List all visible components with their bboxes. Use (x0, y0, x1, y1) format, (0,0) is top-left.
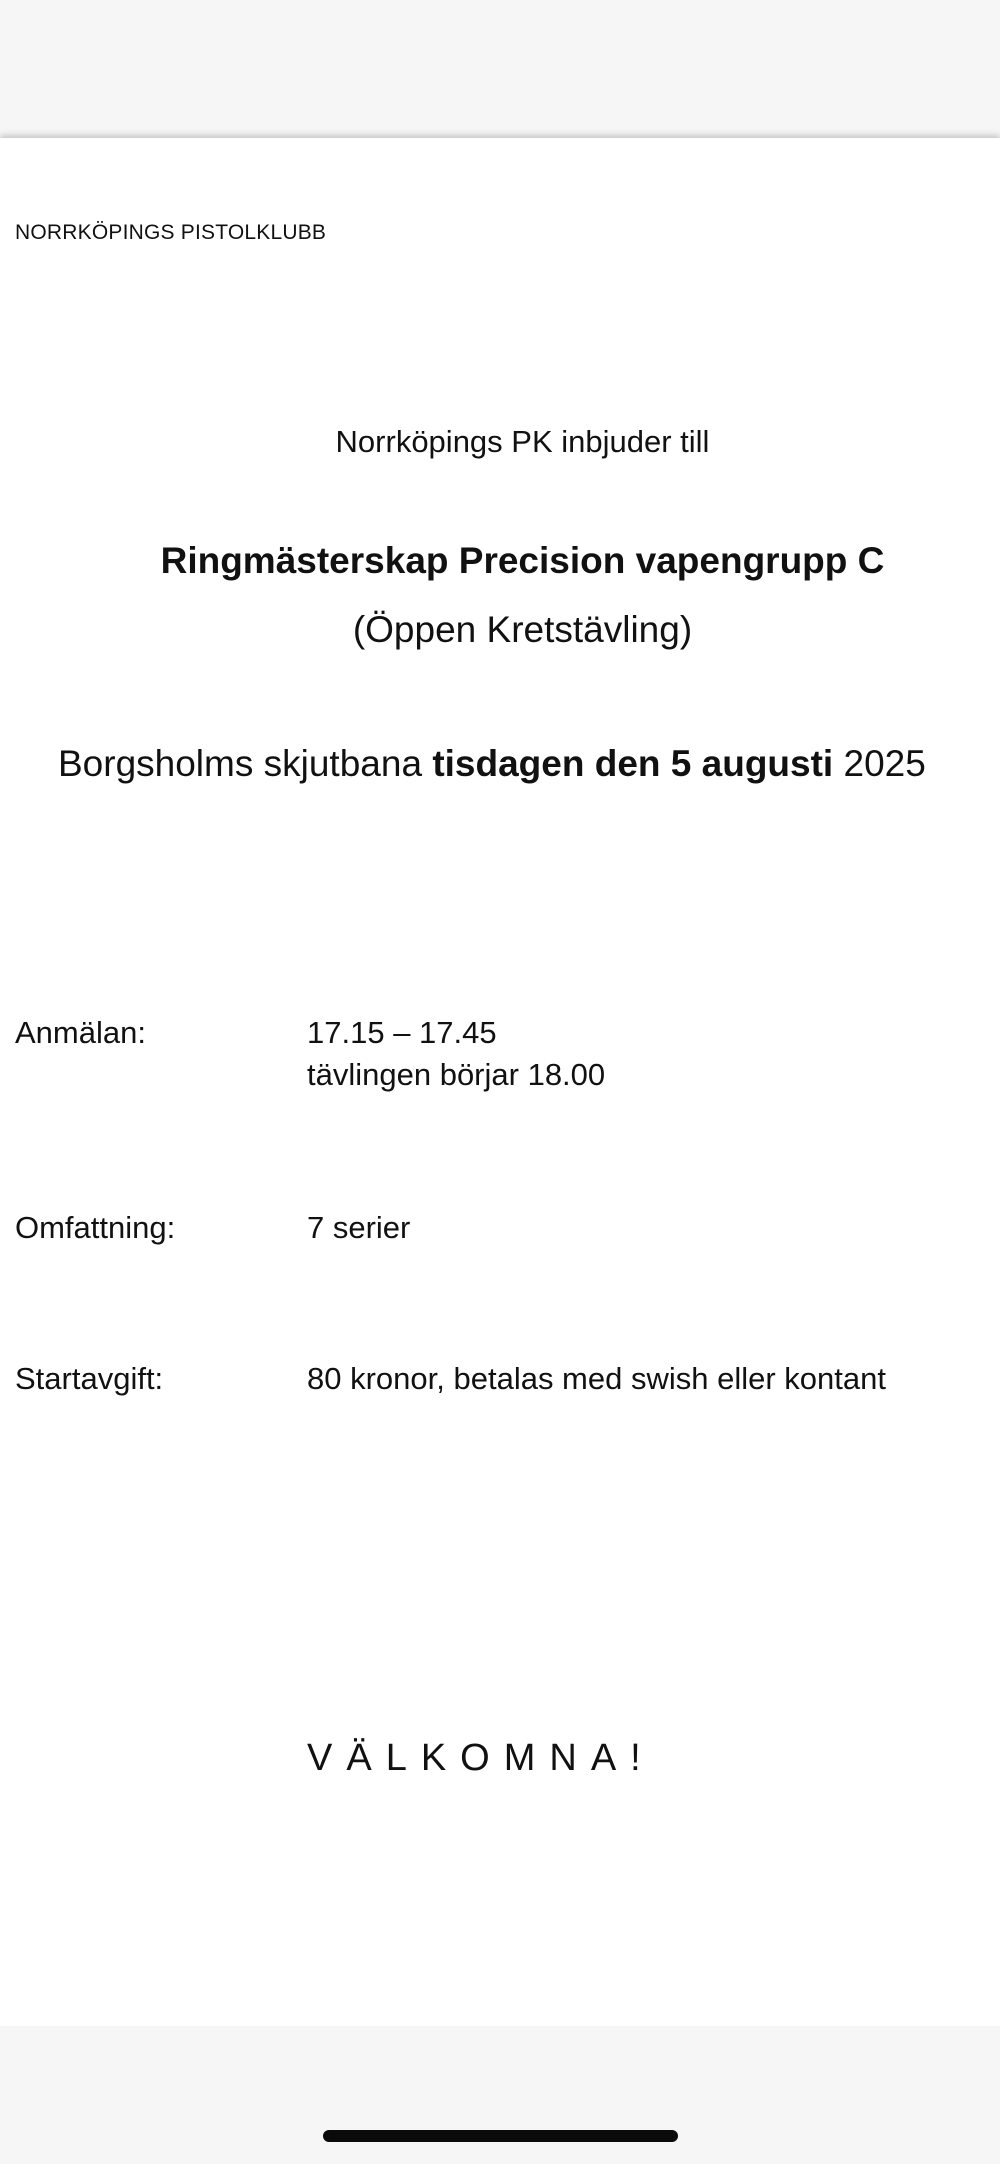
entry-fee-value: 80 kronor, betalas med swish eller kontant (307, 1361, 886, 1396)
registration-time: 17.15 – 17.45 (307, 1015, 497, 1050)
viewer-bottom-bar (0, 2026, 1000, 2164)
competition-start: tävlingen börjar 18.00 (307, 1057, 606, 1092)
welcome-text: VÄLKOMNA! (307, 1737, 655, 1779)
home-indicator[interactable] (323, 2130, 678, 2142)
registration-label: Anmälan: (15, 1015, 146, 1050)
venue-place: Borgsholms skjutbana (58, 743, 433, 784)
scope-value: 7 serier (307, 1210, 411, 1245)
event-date: tisdagen den 5 augusti (432, 743, 834, 784)
entry-fee-label: Startavgift: (15, 1361, 164, 1396)
event-subtitle: (Öppen Kretstävling) (352, 609, 693, 650)
scope-label: Omfattning: (15, 1210, 176, 1245)
event-year: 2025 (833, 743, 926, 784)
viewer-top-bar (0, 0, 1000, 138)
invite-line: Norrköpings PK inbjuder till (335, 424, 710, 459)
venue-date-line (58, 743, 926, 785)
event-title: Ringmästerskap Precision vapengrupp C (160, 540, 885, 581)
club-name-header: NORRKÖPINGS PISTOLKLUBB (15, 221, 327, 244)
